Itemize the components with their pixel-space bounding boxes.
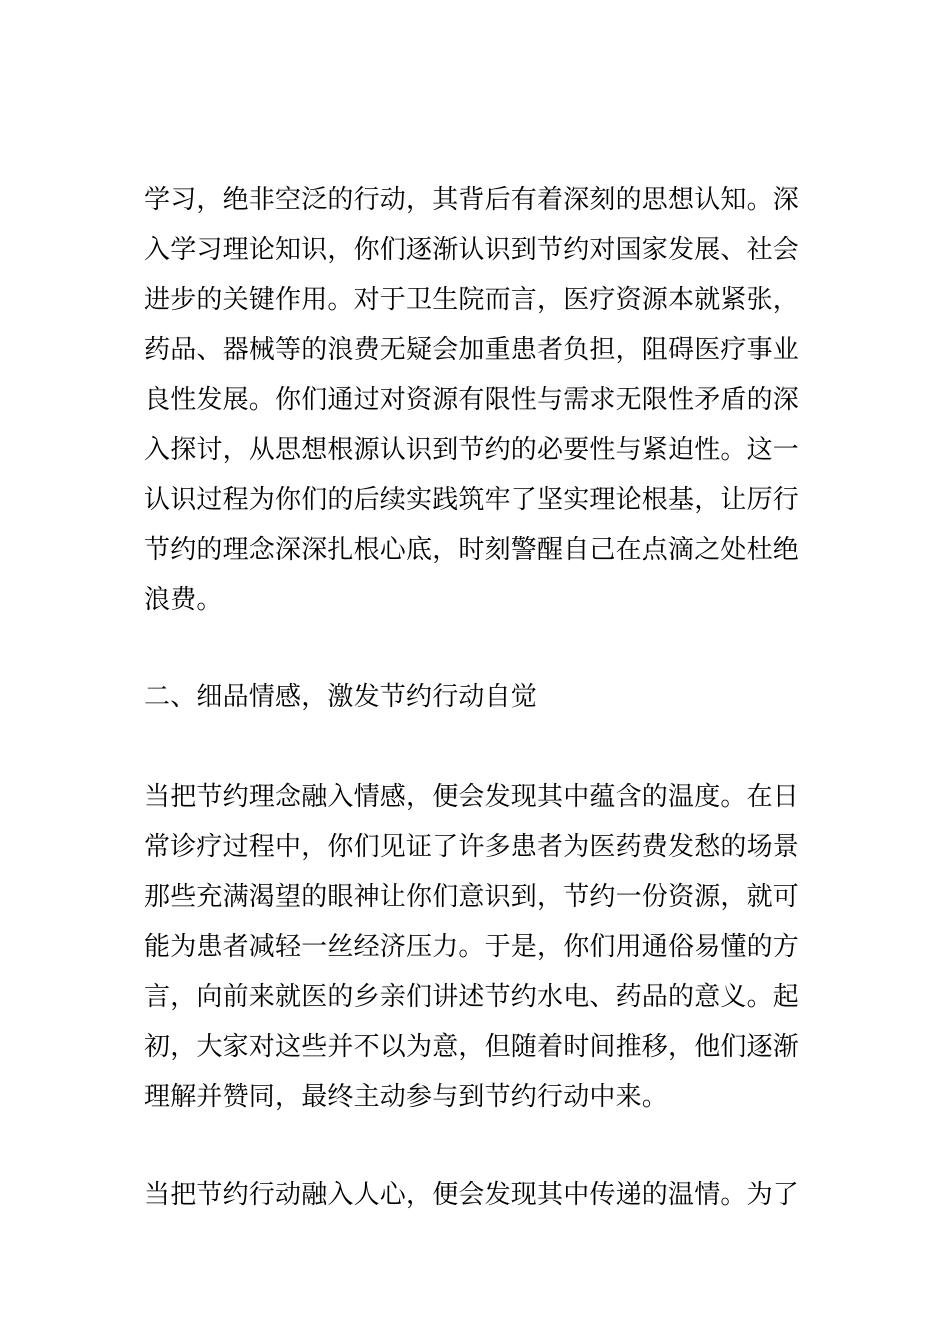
- body-paragraph-2: 当把节约理念融入情感，便会发现其中蕴含的温度。在日常诊疗过程中，你们见证了许多患者为医药费发愁的场景那些充满渴望的眼神让你们意识到，节约一份资源，就可能为患者减轻一丝经济压力。于是，你们用通俗易懂的方言，向前来就医的乡亲们讲述节约水电、药品的意义。起初，大家对这些并不以为意，但随着时间推移，他们逐渐理解并赞同，最终主动参与到节约行动中来。: [144, 782, 800, 1112]
- body-paragraph-1: 学习，绝非空泛的行动，其背后有着深刻的思想认知。深入学习理论知识，你们逐渐认识到节约对国家发展、社会进步的关键作用。对于卫生院而言，医疗资源本就紧张，药品、器械等的浪费无疑会加重患者负担，阻碍医疗事业良性发展。你们通过对资源有限性与需求无限性矛盾的深入探讨，从思想根源认识到节约的必要性与紧迫性。这一认识过程为你们的后续实践筑牢了坚实理论根基，让厉行节约的理念深深扎根心底，时刻警醒自己在点滴之处杜绝浪费。: [144, 185, 800, 615]
- body-paragraph-3: 当把节约行动融入人心，便会发现其中传递的温情。为了: [144, 1180, 800, 1210]
- section-heading: 二、细品情感，激发节约行动自觉: [144, 682, 538, 712]
